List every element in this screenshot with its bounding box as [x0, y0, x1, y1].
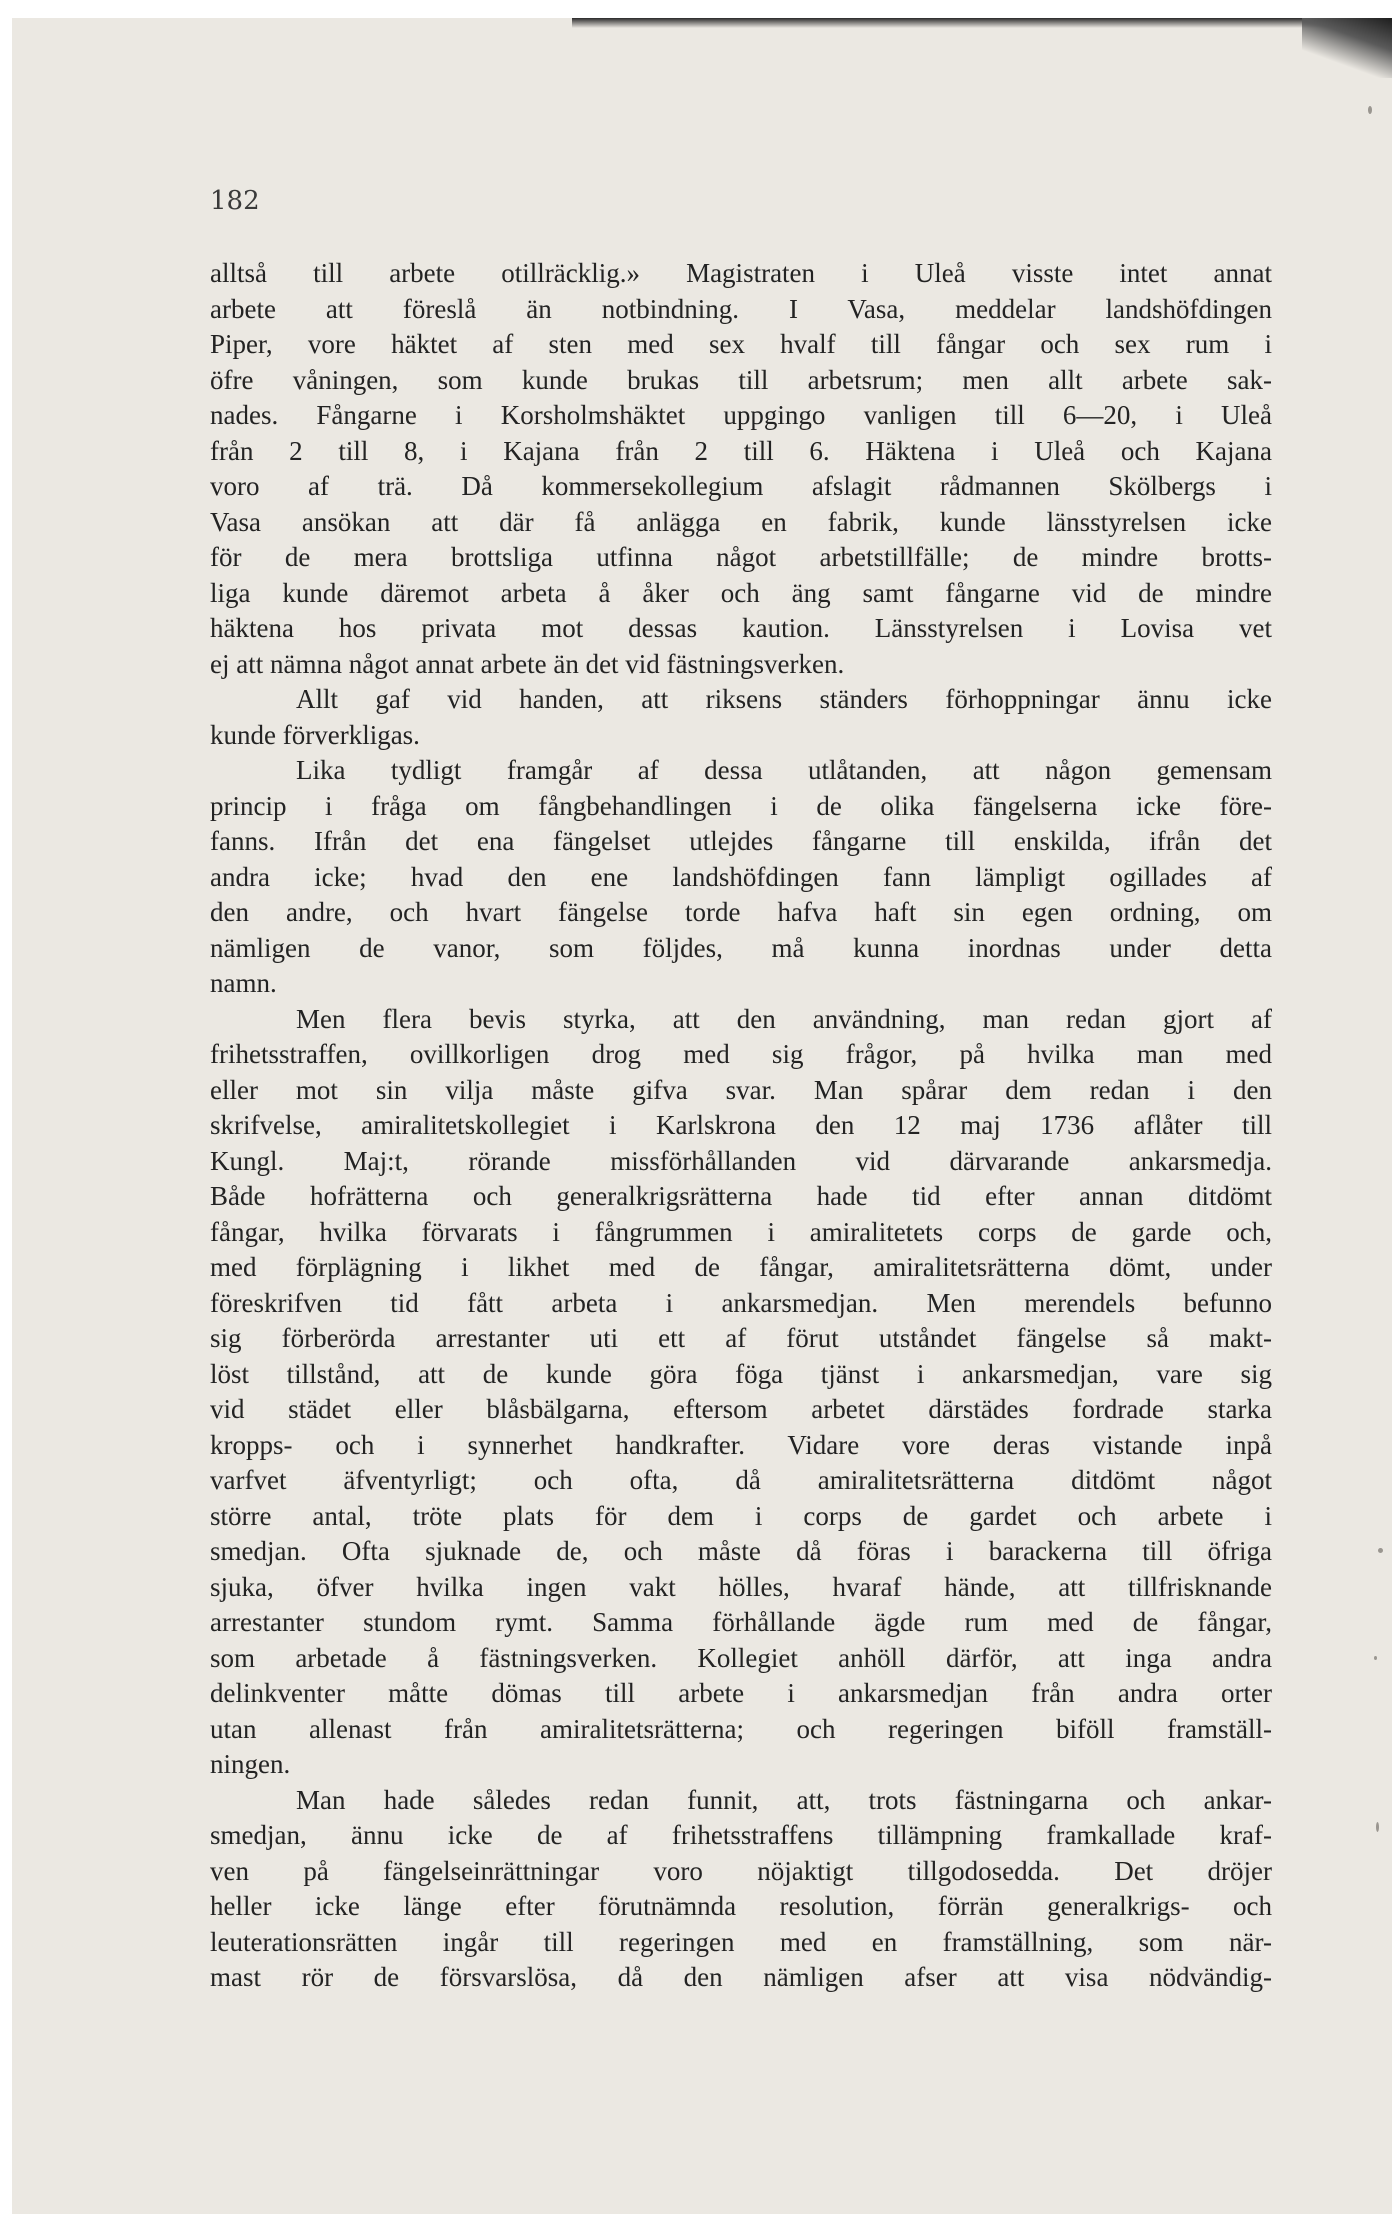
text-line: princip i fråga om fångbehandlingen i de olika fängelserna icke före-	[210, 790, 1272, 821]
paper-speck	[1374, 1656, 1377, 1660]
text-line: Vasa ansökan att där få anlägga en fabrik, kunde länsstyrelsen icke	[210, 506, 1272, 537]
text-line: Piper, vore häktet af sten med sex hvalf till fångar och sex rum i	[210, 329, 1272, 359]
text-line: från 2 till 8, i Kajana från 2 till 6. Häktena i Uleå och Kajana	[210, 435, 1272, 466]
text-line: smedjan, ännu icke de af frihetsstraffens tillämpning framkallade kraf-	[210, 1820, 1272, 1850]
text-line: vid städet eller blåsbälgarna, eftersom arbetet därstädes fordrade starka	[210, 1394, 1272, 1424]
text-line: ej att nämna något annat arbete än det vid fästningsverken.	[210, 648, 845, 679]
text-line: ningen.	[210, 1749, 291, 1779]
text-line: öfre våningen, som kunde brukas till arbetsrum; men allt arbete sak-	[210, 364, 1272, 395]
text-line: varfvet äfventyrligt; och ofta, då amiralitetsrätterna ditdömt något	[210, 1465, 1272, 1495]
text-line: nämligen de vanor, som följdes, må kunna inordnas under detta	[210, 932, 1272, 963]
text-line: som arbetade å fästningsverken. Kollegiet anhöll därför, att inga andra	[210, 1642, 1272, 1673]
text-line: kropps- och i synnerhet handkrafter. Vidare vore deras vistande inpå	[210, 1429, 1272, 1460]
text-line: frihetsstraffen, ovillkorligen drog med sig frågor, på hvilka man med	[210, 1039, 1272, 1069]
body-text	[210, 256, 1272, 1996]
text-line: arrestanter stundom rymt. Samma förhållande ägde rum med de fångar,	[210, 1607, 1272, 1637]
text-line: Kungl. Maj:t, rörande missförhållanden vid därvarande ankarsmedja.	[210, 1145, 1272, 1176]
text-line: större antal, tröte plats för dem i corps de gardet och arbete i	[210, 1500, 1272, 1531]
scanned-page	[12, 18, 1392, 2214]
text-line: nades. Fångarne i Korsholmshäktet uppgingo vanligen till 6—20, i Uleå	[210, 400, 1272, 430]
text-line: med förplägning i likhet med de fångar, amiralitetsrätterna dömt, under	[210, 1252, 1272, 1282]
text-line: sjuka, öfver hvilka ingen vakt hölles, hvaraf hände, att tillfrisknande	[210, 1571, 1272, 1602]
text-line: leuterationsrätten ingår till regeringen med en framställning, som när-	[210, 1926, 1272, 1957]
text-line: skrifvelse, amiralitetskollegiet i Karlskrona den 12 maj 1736 aflåter till	[210, 1110, 1272, 1140]
text-line: mast rör de försvarslösa, då den nämligen afser att visa nödvändig-	[210, 1962, 1272, 1992]
page-corner-shadow	[1302, 18, 1392, 78]
text-line: kunde förverkligas.	[210, 719, 420, 750]
text-line: för de mera brottsliga utfinna något arbetstillfälle; de mindre brotts-	[210, 542, 1272, 572]
text-line: smedjan. Ofta sjuknade de, och måste då föras i barackerna till öfriga	[210, 1536, 1272, 1566]
text-line: utan allenast från amiralitetsrätterna; och regeringen biföll framställ-	[210, 1713, 1272, 1744]
page-number: 182	[210, 186, 260, 216]
text-line: andra icke; hvad den ene landshöfdingen fann lämpligt ogillades af	[210, 861, 1272, 892]
text-line: liga kunde däremot arbeta å åker och äng samt fångarne vid de mindre	[210, 577, 1272, 608]
text-line: eller mot sin vilja måste gifva svar. Man spårar dem redan i den	[210, 1074, 1272, 1105]
text-line: föreskrifven tid fått arbeta i ankarsmedjan. Men merendels befunno	[210, 1287, 1272, 1318]
text-line: den andre, och hvart fängelse torde hafva haft sin egen ordning, om	[210, 897, 1272, 927]
text-line: häktena hos privata mot dessas kaution. Länsstyrelsen i Lovisa vet	[210, 613, 1272, 643]
text-line: sig förberörda arrestanter uti ett af förut utståndet fängelse så makt-	[210, 1323, 1272, 1353]
text-line: fångar, hvilka förvarats i fångrummen i amiralitetets corps de garde och,	[210, 1216, 1272, 1247]
text-line: delinkventer måtte dömas till arbete i ankarsmedjan från andra orter	[210, 1678, 1272, 1708]
text-line: Både hofrätterna och generalkrigsrätterna hade tid efter annan ditdömt	[210, 1181, 1272, 1211]
paper-speck	[1376, 1822, 1379, 1832]
text-line: alltså till arbete otillräcklig.» Magistraten i Uleå visste intet annat	[210, 258, 1272, 288]
text-line: namn.	[210, 968, 277, 998]
text-line: Man hade således redan funnit, att, trots fästningarna och ankar-	[296, 1784, 1272, 1815]
text-line: Lika tydligt framgår af dessa utlåtanden, att någon gemensam	[296, 755, 1272, 785]
page-top-shadow	[572, 18, 1392, 28]
text-line: heller icke länge efter förutnämnda resolution, förrän generalkrigs- och	[210, 1891, 1272, 1921]
text-line: voro af trä. Då kommersekollegium afslagit rådmannen Skölbergs i	[210, 471, 1272, 501]
text-line: arbete att föreslå än notbindning. I Vasa, meddelar landshöfdingen	[210, 293, 1272, 324]
text-line: Men flera bevis styrka, att den användning, man redan gjort af	[296, 1003, 1272, 1034]
text-line: Allt gaf vid handen, att riksens ständers förhoppningar ännu icke	[296, 684, 1272, 714]
paper-speck	[1378, 1548, 1383, 1553]
text-line: ven på fängelseinrättningar voro nöjaktigt tillgodosedda. Det dröjer	[210, 1855, 1272, 1886]
paper-speck	[1368, 106, 1372, 114]
text-line: fanns. Ifrån det ena fängelset utlejdes fångarne till enskilda, ifrån det	[210, 826, 1272, 856]
text-line: löst tillstånd, att de kunde göra föga tjänst i ankarsmedjan, vare sig	[210, 1358, 1272, 1389]
